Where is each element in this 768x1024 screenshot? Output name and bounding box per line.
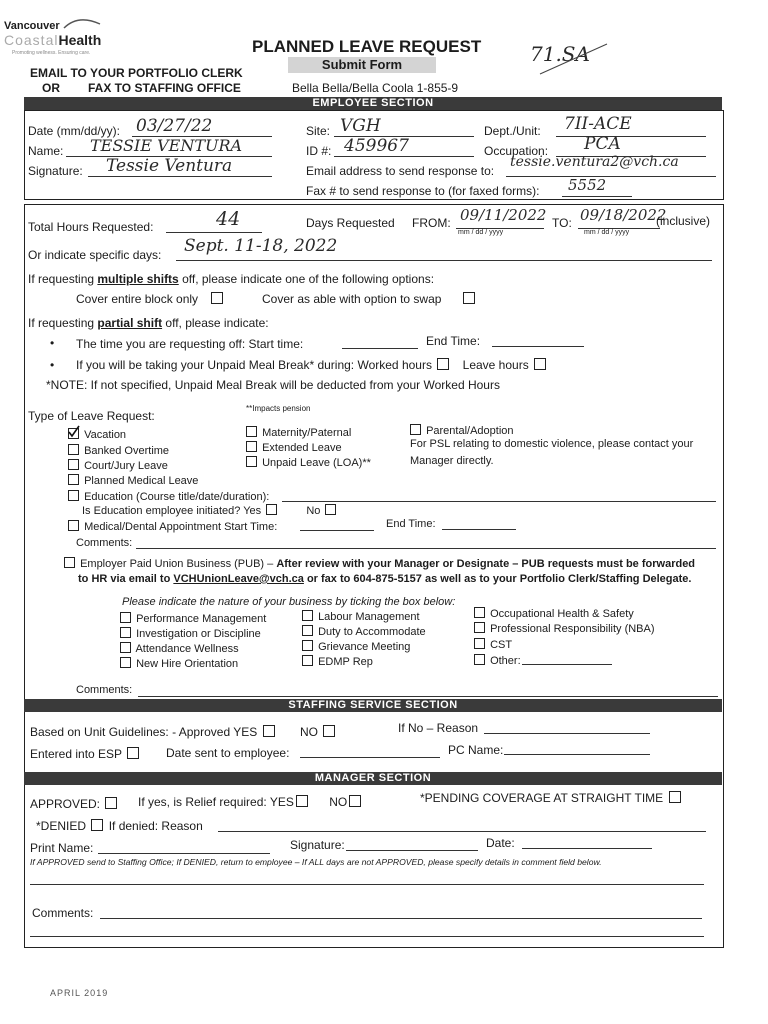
email-label: Email address to send response to: [306,164,495,178]
staffing-section-bar: STAFFING SERVICE SECTION [24,699,722,712]
pub-performance-label: Performance Management [136,613,267,625]
wave-logo-icon [62,16,102,30]
fax-instruction: FAX TO STAFFING OFFICE [88,81,241,95]
date-value[interactable]: 03/27/22 [136,116,213,136]
revision-date: APRIL 2019 [50,988,109,998]
pub-checkbox[interactable] [64,557,75,568]
manager-section-bar: MANAGER SECTION [24,772,722,785]
manager-date-label: Date: [486,836,515,850]
email-value[interactable]: tessie.ventura2@vch.ca [510,154,679,170]
approved-guidelines-label: Based on Unit Guidelines: - Approved YES [30,725,258,739]
parental-checkbox[interactable] [410,424,421,435]
relief-label: If yes, is Relief required: YES [138,795,294,809]
print-name-label: Print Name: [30,841,94,855]
to-label: TO: [552,216,572,230]
logo-coastal: Coastal [4,32,59,48]
pc-name-label: PC Name: [448,743,504,757]
relief-no-checkbox[interactable] [349,795,361,807]
pub-label: Employer Paid Union Business (PUB) – [80,558,277,570]
pub-warning: After review with your Manager or Designate – PUB requests must be forwarded [276,558,696,570]
denied-reason-label: If denied: Reason [108,819,203,833]
vacation-checkbox[interactable] [68,428,79,439]
esp-label: Entered into ESP [30,747,122,761]
approved-checkbox[interactable] [105,797,117,809]
submit-form-button[interactable]: Submit Form [288,57,436,73]
id-label: ID #: [306,144,332,158]
dept-value[interactable]: 7II-ACE [564,114,632,134]
start-time-label: The time you are requesting off: Start time: [76,337,304,351]
dept-label: Dept./Unit: [484,124,541,138]
specific-days-label: Or indicate specific days: [28,248,162,262]
staffing-no-checkbox[interactable] [323,725,335,737]
parental-label: Parental/Adoption [426,425,514,437]
pub-fax-text: or fax to 604-875-5157 as well as to your Portfolio Clerk/Staffing Delegate. [303,573,692,585]
pub-labour-label: Labour Management [318,611,420,623]
leave-hours-label: Leave hours [462,358,529,372]
pub-attendance-checkbox[interactable] [120,642,131,653]
pub-hr-text: to HR via email to [78,573,174,585]
leave-hours-checkbox[interactable] [534,358,546,370]
approved-label: APPROVED: [30,797,101,811]
signature-value[interactable]: Tessie Ventura [106,156,233,176]
pub-nba-label: Professional Responsibility (NBA) [490,623,655,635]
pub-investigation-checkbox[interactable] [120,627,131,638]
pension-note: **Impacts pension [246,404,311,413]
employee-section-bar: EMPLOYEE SECTION [24,97,722,110]
cover-swap-label: Cover as able with option to swap [262,292,442,306]
to-value[interactable]: 09/18/2022 [580,206,667,224]
site-value[interactable]: VGH [340,116,381,136]
medical-label: Medical/Dental Appointment Start Time: [84,521,278,533]
maternity-checkbox[interactable] [246,426,257,437]
logo-health: Health [58,32,102,48]
specific-days-value[interactable]: Sept. 11-18, 2022 [184,236,338,256]
denied-checkbox[interactable] [91,819,103,831]
worked-hours-checkbox[interactable] [437,358,449,370]
denied-label: *DENIED [36,819,87,833]
site-label: Site: [306,124,331,138]
pub-duty-label: Duty to Accommodate [318,626,426,638]
logo-line1: Vancouver [4,20,60,32]
fax-number: Bella Bella/Bella Coola 1-855-9 [292,81,459,95]
partial-shift-text: If requesting partial shift off, please indicate: [28,316,269,330]
pub-ohs-checkbox[interactable] [474,607,485,618]
staffing-reason-label: If No – Reason [398,721,479,735]
inclusive-label: (inclusive) [656,214,711,228]
pub-edmp-label: EDMP Rep [318,656,373,668]
psl-note-line2: Manager directly. [410,455,494,467]
end-time-label: End Time: [426,334,481,348]
pub-labour-checkbox[interactable] [302,610,313,621]
pub-cst-label: CST [490,639,513,651]
pub-instruction: Please indicate the nature of your business by ticking the box below: [122,596,456,608]
medical-checkbox[interactable] [68,520,79,531]
or-label: OR [42,81,60,95]
checkmark-icon [67,425,81,439]
days-requested-label: Days Requested [306,216,395,230]
pub-comments-label: Comments: [76,684,133,696]
education-checkbox[interactable] [68,490,79,501]
esp-checkbox[interactable] [127,747,139,759]
medical-end-label: End Time: [386,518,436,530]
signature-label: Signature: [28,164,83,178]
cover-block-checkbox[interactable] [211,292,223,304]
vacation-label: Vacation [84,429,127,441]
education-label: Education (Course title/date/duration): [84,491,270,503]
manager-instruction: If APPROVED send to Staffing Office; If DENIED, return to employee – If ALL days are not APPROVED, please specify details in comment field below. [30,857,602,867]
cover-block-label: Cover entire block only [76,292,199,306]
pending-coverage-label: *PENDING COVERAGE AT STRAIGHT TIME [420,791,664,805]
planned-medical-label: Planned Medical Leave [84,475,199,487]
pub-attendance-label: Attendance Wellness [135,643,239,655]
education-initiated-label: Is Education employee initiated? Yes [82,505,262,517]
form-title: PLANNED LEAVE REQUEST [252,37,482,56]
date-sent-label: Date sent to employee: [166,746,290,760]
banked-overtime-checkbox[interactable] [68,444,79,455]
email-instruction: EMAIL TO YOUR PORTFOLIO CLERK [30,66,243,80]
maternity-label: Maternity/Paternal [262,427,352,439]
pub-email-link[interactable]: VCHUnionLeave@vch.ca [173,573,304,585]
name-value[interactable]: TESSIE VENTURA [90,136,243,155]
education-no-label: No [306,505,321,517]
pub-grievance-label: Grievance Meeting [318,641,411,653]
manager-comments-label: Comments: [32,906,94,920]
pub-nba-checkbox[interactable] [474,622,485,633]
occupation-value[interactable]: PCA [584,134,621,154]
multiple-shifts-text: If requesting multiple shifts off, please indicate one of the following options: [28,272,435,286]
relief-no-label: NO [329,795,348,809]
pub-duty-checkbox[interactable] [302,625,313,636]
occupation-label: Occupation: [484,144,549,158]
fax-label: Fax # to send response to (for faxed forms): [306,184,540,198]
extended-leave-label: Extended Leave [262,442,342,454]
unpaid-leave-checkbox[interactable] [246,456,257,467]
pub-edmp-checkbox[interactable] [302,655,313,666]
corner-mark: 71.SA [530,42,590,66]
name-label: Name: [28,144,64,158]
pub-other-checkbox[interactable] [474,654,485,665]
manager-signature-label: Signature: [290,838,345,852]
psl-note-line1: For PSL relating to domestic violence, please contact your [410,438,694,450]
banked-overtime-label: Banked Overtime [84,445,170,457]
relief-yes-checkbox[interactable] [296,795,308,807]
pub-other-label: Other: [490,655,521,667]
staffing-no-label: NO [299,725,318,739]
pub-orientation-checkbox[interactable] [120,657,131,668]
meal-break-label: If you will be taking your Unpaid Meal Break* during: Worked hours [76,358,432,372]
pub-orientation-label: New Hire Orientation [136,658,239,670]
court-jury-label: Court/Jury Leave [84,460,168,472]
planned-medical-checkbox[interactable] [68,474,79,485]
id-value[interactable]: 459967 [344,136,409,156]
court-jury-checkbox[interactable] [68,459,79,470]
pub-grievance-checkbox[interactable] [302,640,313,651]
vch-logo [4,10,116,56]
education-yes-checkbox[interactable] [266,504,277,515]
total-hours-value[interactable]: 44 [216,208,241,230]
from-date-hint: mm / dd / yyyy [458,229,504,236]
fax-value[interactable]: 5552 [568,176,607,194]
pub-cst-checkbox[interactable] [474,638,485,649]
from-label: FROM: [412,216,451,230]
cover-swap-checkbox[interactable] [463,292,475,304]
corner-scribble-icon [535,38,615,78]
logo-tagline: Promoting wellness. Ensuring care. [12,50,91,56]
total-hours-label: Total Hours Requested: [28,220,154,234]
extended-leave-checkbox[interactable] [246,441,257,452]
date-label: Date (mm/dd/yy): [28,124,121,138]
meal-note: *NOTE: If not specified, Unpaid Meal Break will be deducted from your Worked Hours [46,378,500,392]
staffing-yes-checkbox[interactable] [263,725,275,737]
leave-comments-label: Comments: [76,537,133,549]
pub-ohs-label: Occupational Health & Safety [490,608,634,620]
education-no-checkbox[interactable] [325,504,336,515]
from-value[interactable]: 09/11/2022 [460,206,547,224]
to-date-hint: mm / dd / yyyy [584,229,630,236]
pub-performance-checkbox[interactable] [120,612,131,623]
unpaid-leave-label: Unpaid Leave (LOA)** [262,457,371,469]
leave-type-label: Type of Leave Request: [28,409,155,423]
pub-investigation-label: Investigation or Discipline [136,628,261,640]
pending-coverage-checkbox[interactable] [669,791,681,803]
